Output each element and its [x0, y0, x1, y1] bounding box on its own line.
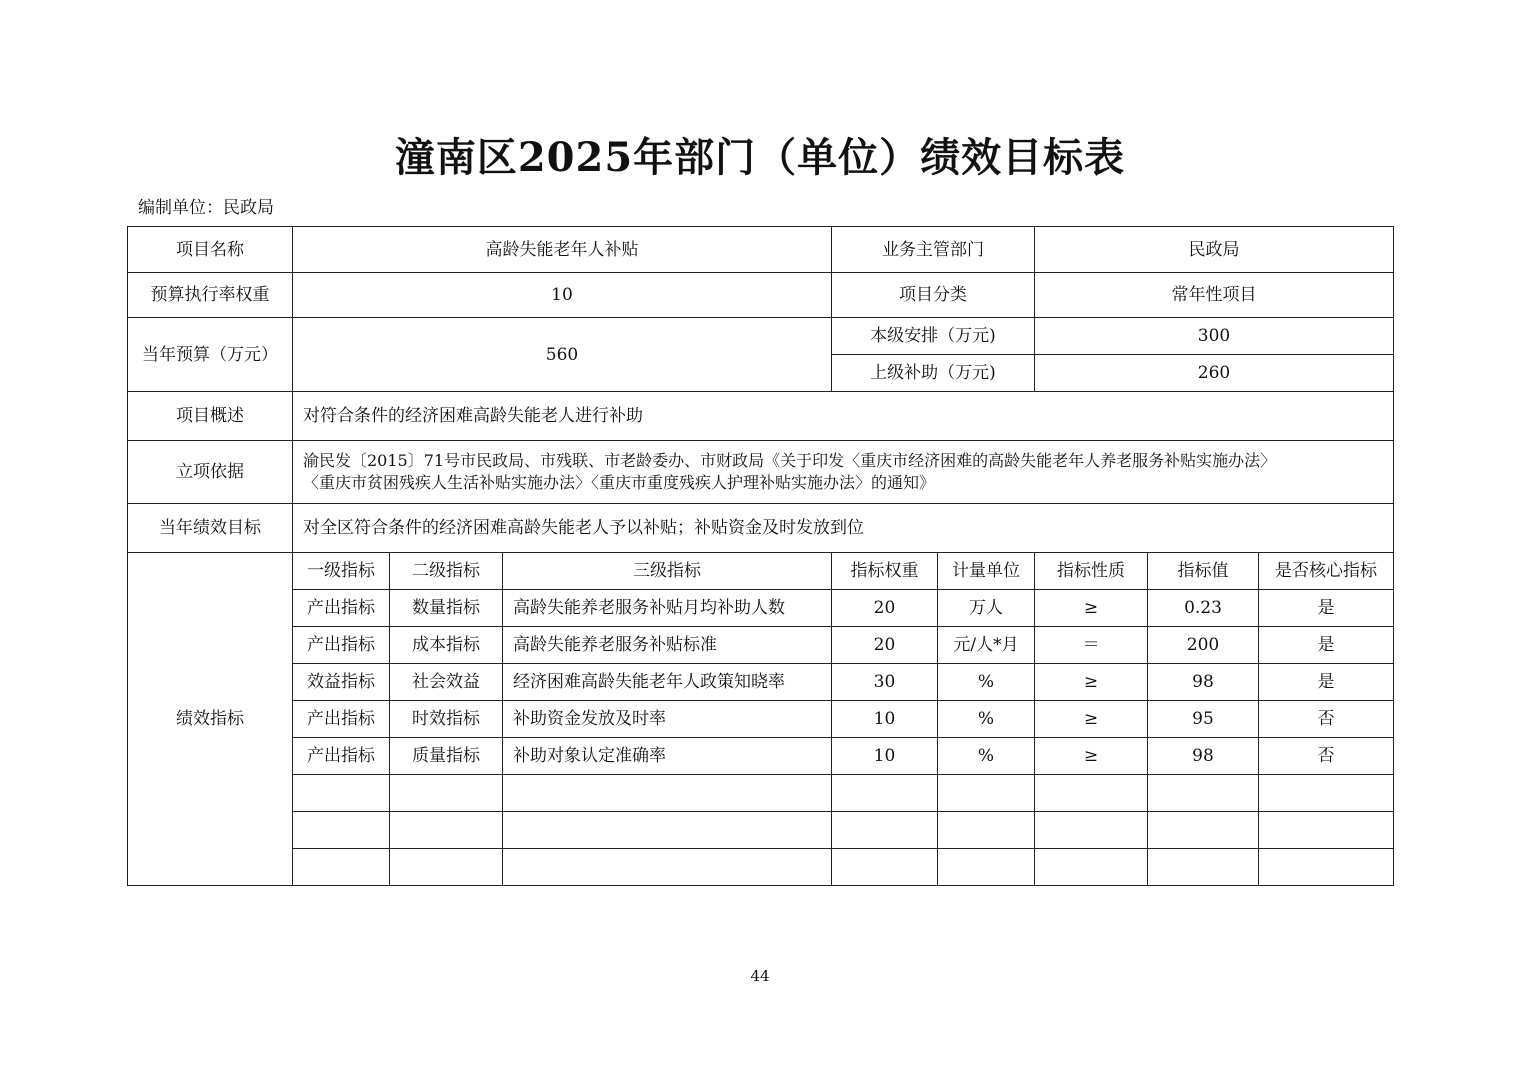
weight-label: 预算执行率权重 — [128, 273, 293, 318]
indicator-nature: ≥ — [1035, 701, 1148, 738]
row-goal — [128, 504, 1394, 553]
empty-row — [128, 812, 1394, 849]
indicators-section-label: 绩效指标 — [128, 553, 293, 886]
indicator-weight: 30 — [832, 664, 938, 701]
dept-value: 民政局 — [1035, 227, 1394, 273]
indicator-row — [128, 627, 1394, 664]
indicator-level1: 产出指标 — [293, 738, 390, 775]
page-title: 潼南区2025年部门（单位）绩效目标表 — [394, 134, 1126, 181]
indicator-level2: 社会效益 — [390, 664, 503, 701]
indicator-unit: % — [938, 664, 1035, 701]
goal-value: 对全区符合条件的经济困难高龄失能老人予以补贴；补贴资金及时发放到位 — [293, 504, 1394, 553]
basis-line-1: 渝民发〔2015〕71号市民政局、市残联、市老龄委办、市财政局《关于印发〈重庆市经济困难的高龄失能老年人养老服务补贴实施办法〉 — [303, 451, 1277, 470]
indicator-value: 95 — [1148, 701, 1259, 738]
header-level1: 一级指标 — [293, 553, 390, 590]
indicator-weight: 10 — [832, 738, 938, 775]
indicator-value: 0.23 — [1148, 590, 1259, 627]
overview-label: 项目概述 — [128, 392, 293, 441]
indicator-level3: 经济困难高龄失能老年人政策知晓率 — [503, 664, 832, 701]
indicator-core: 是 — [1259, 590, 1394, 627]
indicator-level3: 补助对象认定准确率 — [503, 738, 832, 775]
header-weight: 指标权重 — [832, 553, 938, 590]
indicator-level2: 数量指标 — [390, 590, 503, 627]
indicator-core: 是 — [1259, 664, 1394, 701]
dept-label: 业务主管部门 — [832, 227, 1035, 273]
indicator-level2: 成本指标 — [390, 627, 503, 664]
indicator-row — [128, 590, 1394, 627]
performance-target-table — [127, 226, 1394, 886]
category-label: 项目分类 — [832, 273, 1035, 318]
indicator-level1: 产出指标 — [293, 701, 390, 738]
indicator-header-row — [128, 553, 1394, 590]
local-value: 300 — [1035, 318, 1394, 355]
indicator-value: 98 — [1148, 664, 1259, 701]
superior-value: 260 — [1035, 355, 1394, 392]
budget-value: 560 — [293, 318, 832, 392]
header-nature: 指标性质 — [1035, 553, 1148, 590]
indicator-nature: ≥ — [1035, 738, 1148, 775]
basis-line-2: 〈重庆市贫困残疾人生活补贴实施办法〉〈重庆市重度残疾人护理补贴实施办法〉的通知》 — [303, 473, 936, 492]
indicator-level2: 质量指标 — [390, 738, 503, 775]
indicator-level3: 高龄失能养老服务补贴标准 — [503, 627, 832, 664]
category-value: 常年性项目 — [1035, 273, 1394, 318]
indicator-nature: ＝ — [1035, 627, 1148, 664]
indicator-level1: 产出指标 — [293, 627, 390, 664]
header-value: 指标值 — [1148, 553, 1259, 590]
indicator-level2: 时效指标 — [390, 701, 503, 738]
budget-label: 当年预算（万元） — [128, 318, 293, 392]
indicator-core: 否 — [1259, 738, 1394, 775]
indicator-row — [128, 738, 1394, 775]
header-core: 是否核心指标 — [1259, 553, 1394, 590]
indicator-unit: % — [938, 738, 1035, 775]
project-name-label: 项目名称 — [128, 227, 293, 273]
indicator-weight: 20 — [832, 590, 938, 627]
indicator-weight: 20 — [832, 627, 938, 664]
indicator-level1: 效益指标 — [293, 664, 390, 701]
weight-value: 10 — [293, 273, 832, 318]
row-budget-local — [128, 318, 1394, 355]
local-label: 本级安排（万元) — [832, 318, 1035, 355]
indicator-core: 是 — [1259, 627, 1394, 664]
basis-label: 立项依据 — [128, 441, 293, 504]
indicator-row — [128, 664, 1394, 701]
header-level3: 三级指标 — [503, 553, 832, 590]
header-unit: 计量单位 — [938, 553, 1035, 590]
indicator-level3: 补助资金发放及时率 — [503, 701, 832, 738]
row-weight — [128, 273, 1394, 318]
indicator-nature: ≥ — [1035, 664, 1148, 701]
page-number: 44 — [750, 967, 770, 985]
indicator-core: 否 — [1259, 701, 1394, 738]
empty-row — [128, 775, 1394, 812]
indicator-level3: 高龄失能养老服务补贴月均补助人数 — [503, 590, 832, 627]
indicator-unit: 万人 — [938, 590, 1035, 627]
indicator-level1: 产出指标 — [293, 590, 390, 627]
row-basis — [128, 441, 1394, 504]
header-level2: 二级指标 — [390, 553, 503, 590]
superior-label: 上级补助（万元) — [832, 355, 1035, 392]
indicator-weight: 10 — [832, 701, 938, 738]
row-project-name — [128, 227, 1394, 273]
overview-value: 对符合条件的经济困难高龄失能老人进行补助 — [293, 392, 1394, 441]
compiling-unit: 编制单位：民政局 — [138, 198, 274, 218]
row-overview — [128, 392, 1394, 441]
basis-value — [293, 441, 1394, 504]
project-name-value: 高龄失能老年人补贴 — [293, 227, 832, 273]
indicator-value: 98 — [1148, 738, 1259, 775]
indicator-unit: 元/人*月 — [938, 627, 1035, 664]
indicator-nature: ≥ — [1035, 590, 1148, 627]
indicator-row — [128, 701, 1394, 738]
empty-row — [128, 849, 1394, 886]
indicator-value: 200 — [1148, 627, 1259, 664]
goal-label: 当年绩效目标 — [128, 504, 293, 553]
indicator-unit: % — [938, 701, 1035, 738]
